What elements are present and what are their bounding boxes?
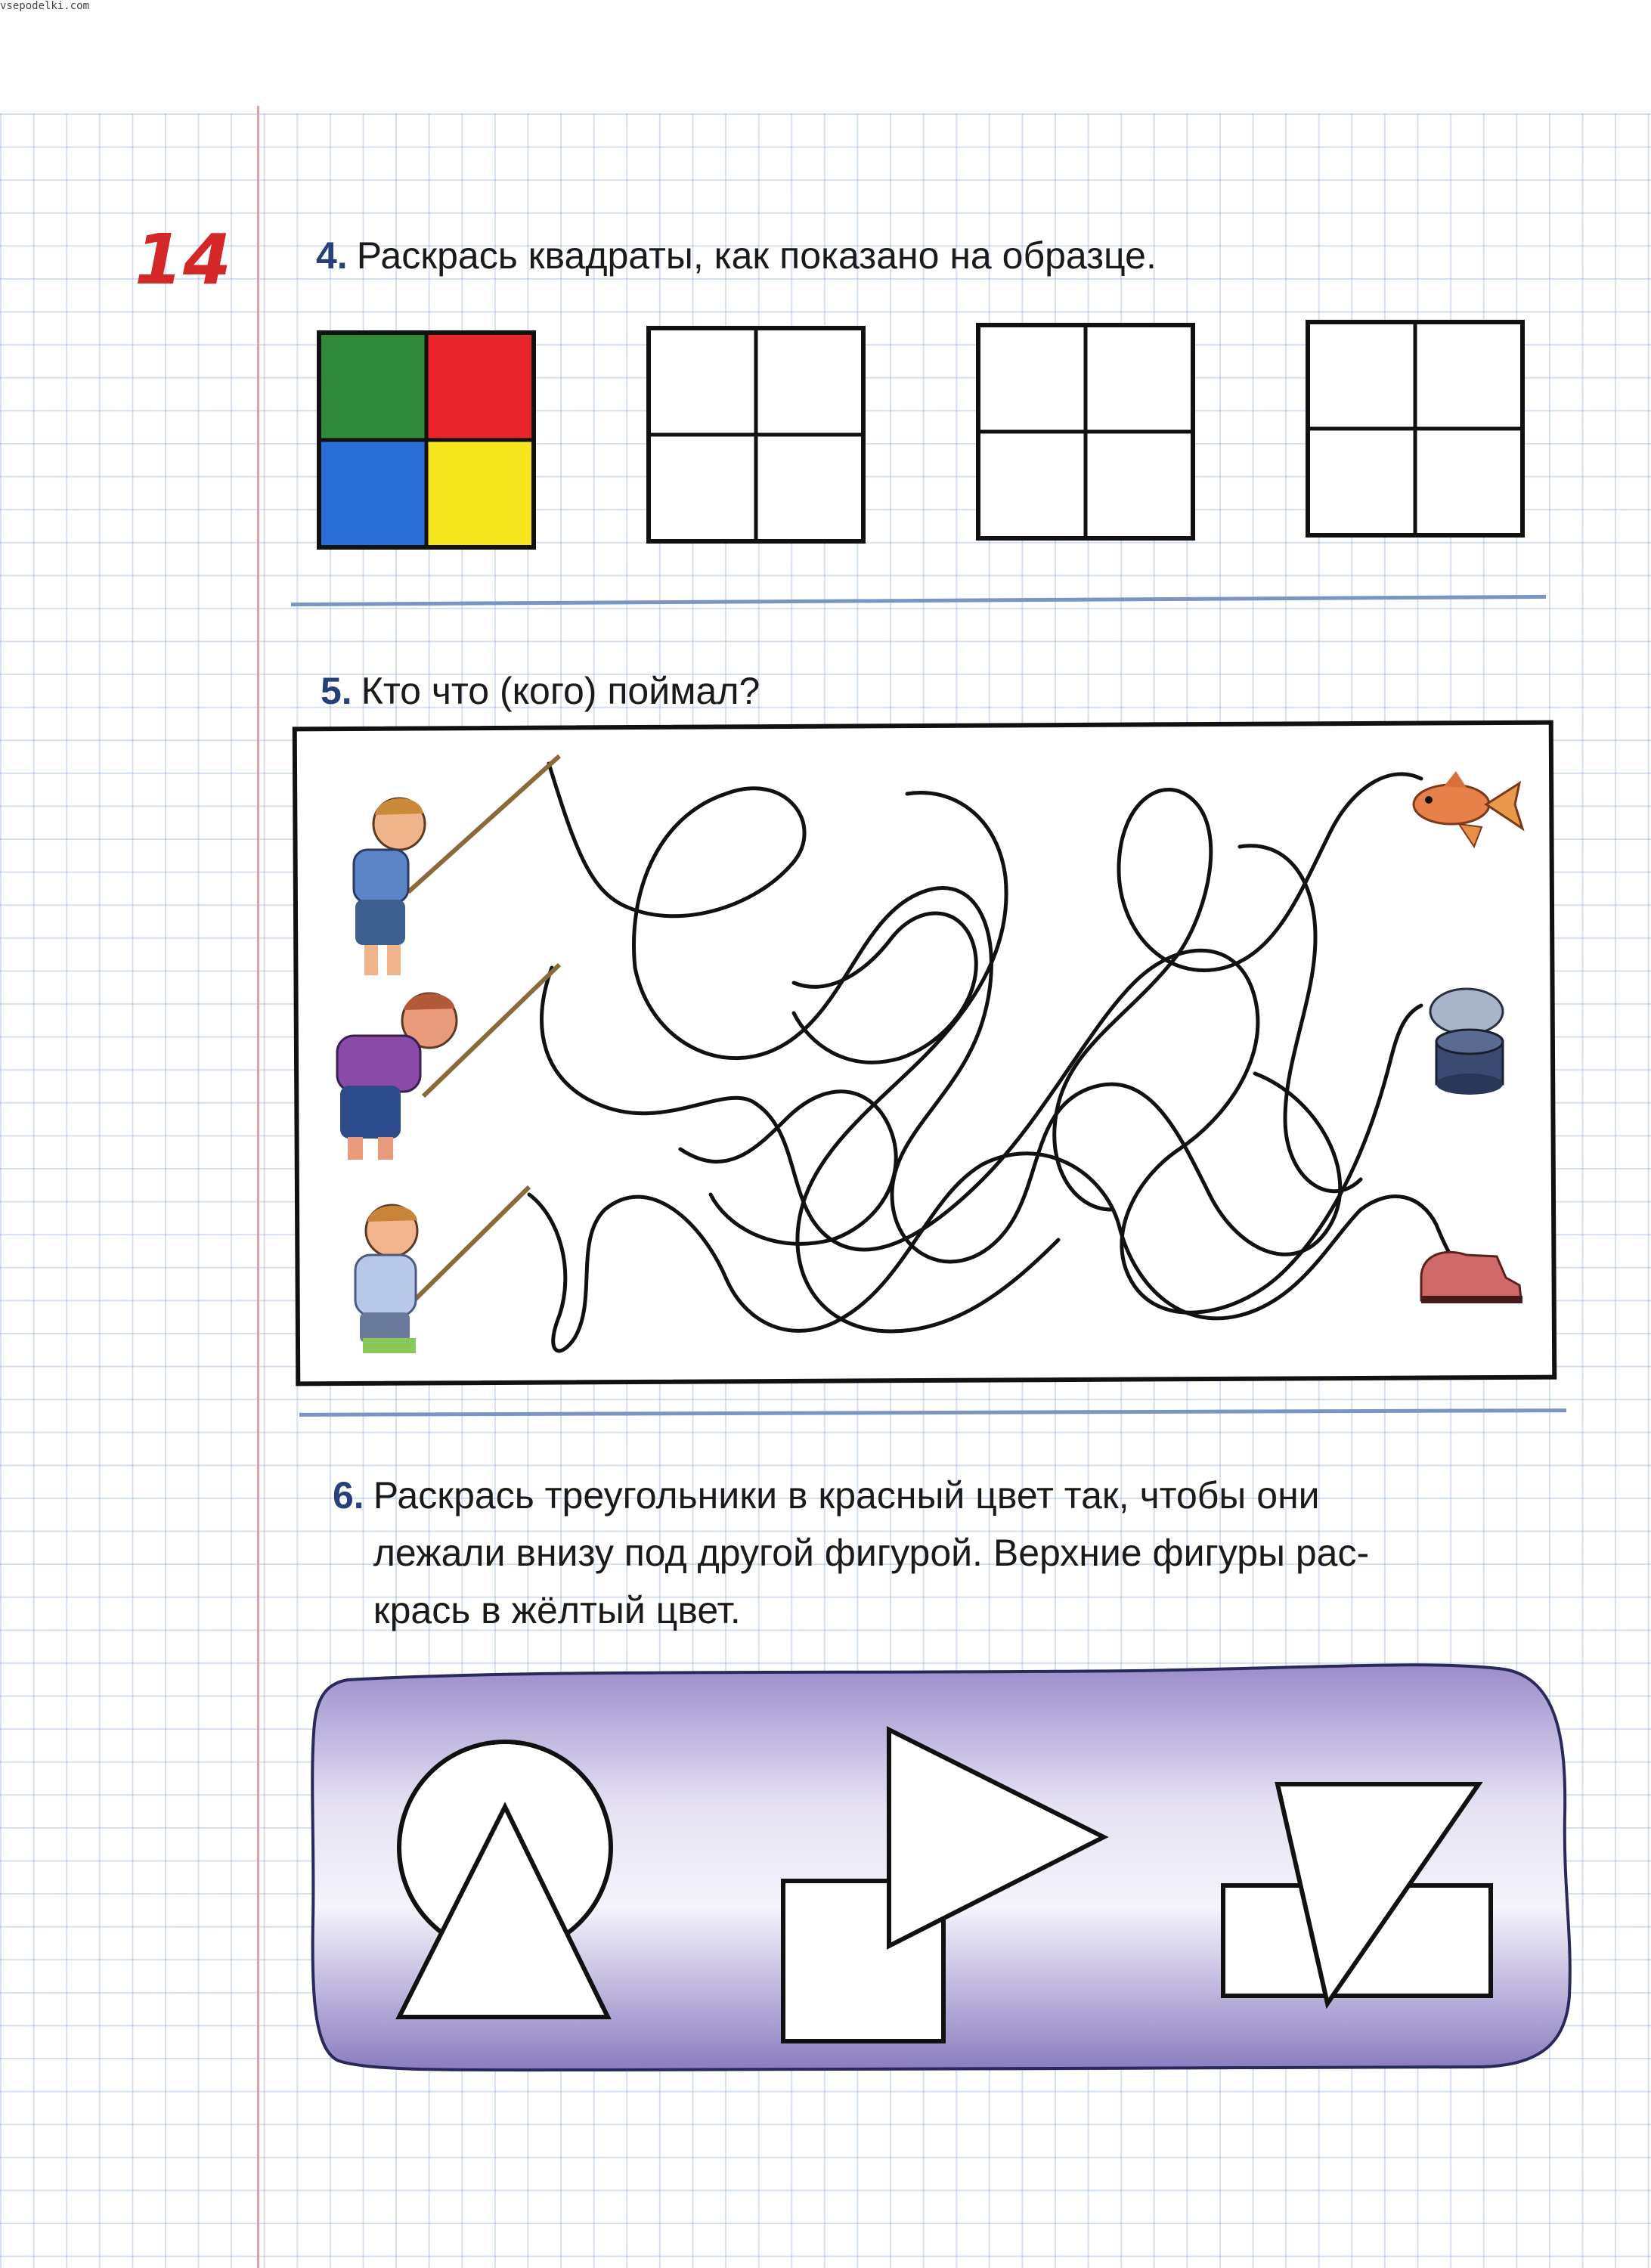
task-4-text: Раскрась квадраты, как показано на образце. — [356, 234, 1157, 277]
task-5-number: 5. — [321, 670, 352, 712]
page-number: 14 — [135, 219, 232, 300]
task-4-number: 4. — [316, 234, 348, 277]
task-6-number: 6. — [333, 1474, 364, 1517]
watermark: vsepodelki.com — [0, 0, 90, 12]
task-5-text: Кто что (кого) поймал? — [361, 670, 760, 712]
task-6-text: Раскрась треугольники в красный цвет так, чтобы они лежали внизу под другой фигурой. Верхние фигуры рас- крась в жёлтый цвет. — [373, 1474, 1370, 1631]
